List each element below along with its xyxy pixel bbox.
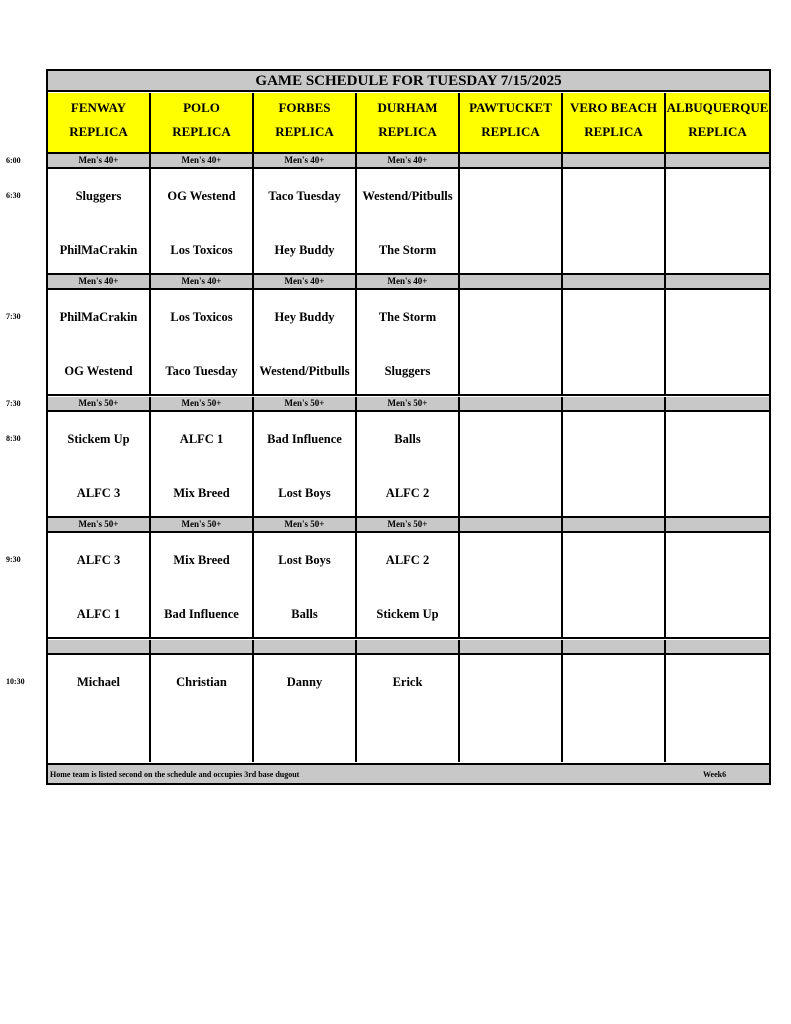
field-name: POLO (183, 100, 220, 115)
slot-time-bar: 7:30 (6, 399, 21, 408)
away-team: Balls (394, 432, 421, 446)
away-team: OG Westend (167, 189, 236, 203)
division-bar (254, 640, 357, 655)
game-cell (254, 290, 357, 396)
game-cell (563, 533, 666, 639)
division-bar: Men's 50+ (357, 397, 460, 412)
schedule-footer (48, 763, 769, 783)
division-bar (48, 640, 151, 655)
game-cell (151, 290, 254, 396)
home-team: Hey Buddy (274, 243, 335, 257)
away-team: Sluggers (75, 189, 122, 203)
home-team: Lost Boys (278, 486, 331, 500)
away-team: ALFC 3 (76, 553, 121, 567)
away-team: Christian (176, 675, 227, 689)
division-bar (563, 275, 666, 290)
field-subtitle: REPLICA (172, 124, 231, 139)
field-header (151, 93, 254, 154)
division-bar (563, 640, 666, 655)
away-team: ALFC 1 (179, 432, 224, 446)
field-header (460, 93, 563, 154)
game-cell (357, 412, 460, 518)
division-bar: Men's 40+ (357, 154, 460, 169)
away-team: ALFC 2 (385, 553, 430, 567)
division-bar (666, 275, 769, 290)
game-cell (151, 169, 254, 275)
division-bar (460, 640, 563, 655)
home-team: PhilMaCrakin (59, 243, 138, 257)
division-bar (563, 518, 666, 533)
game-cell (666, 655, 769, 762)
field-name: PAWTUCKET (469, 100, 552, 115)
away-team: PhilMaCrakin (59, 310, 138, 324)
game-cell (48, 412, 151, 518)
game-cell (151, 412, 254, 518)
away-team: Taco Tuesday (268, 189, 341, 203)
division-bar: Men's 50+ (151, 518, 254, 533)
division-bar: Men's 40+ (48, 275, 151, 290)
away-team: Bad Influence (267, 432, 342, 446)
slot-time: 7:30 (6, 312, 21, 321)
field-subtitle: REPLICA (688, 124, 747, 139)
game-cell (357, 290, 460, 396)
away-team: Erick (392, 675, 423, 689)
home-team: ALFC 3 (76, 486, 121, 500)
division-bar: Men's 50+ (357, 518, 460, 533)
home-team: The Storm (378, 243, 437, 257)
away-team: Westend/Pitbulls (362, 189, 453, 203)
division-bar: Men's 50+ (151, 397, 254, 412)
division-bar (666, 640, 769, 655)
slot-time: 6:30 (6, 191, 21, 200)
slot-time-bar: 6:00 (6, 156, 21, 165)
division-bar: Men's 40+ (254, 154, 357, 169)
game-cell (666, 169, 769, 275)
division-bar (460, 154, 563, 169)
slot-time: 9:30 (6, 555, 21, 564)
game-cell (460, 290, 563, 396)
game-cell (254, 655, 357, 762)
home-team: OG Westend (64, 364, 133, 378)
field-header (666, 93, 769, 154)
field-header (48, 93, 151, 154)
division-bar: Men's 50+ (254, 518, 357, 533)
division-bar: Men's 50+ (48, 518, 151, 533)
division-bar: Men's 40+ (254, 275, 357, 290)
game-cell (357, 533, 460, 639)
division-bar: Men's 40+ (357, 275, 460, 290)
away-team: The Storm (378, 310, 437, 324)
home-team: Mix Breed (173, 486, 230, 500)
field-subtitle: REPLICA (584, 124, 643, 139)
game-cell (151, 533, 254, 639)
game-cell (563, 655, 666, 762)
field-header (357, 93, 460, 154)
field-name: DURHAM (377, 100, 438, 115)
away-team: Los Toxicos (170, 310, 233, 324)
away-team: Mix Breed (173, 553, 230, 567)
game-cell (460, 412, 563, 518)
division-bar: Men's 50+ (254, 397, 357, 412)
game-cell (48, 169, 151, 275)
game-cell (254, 412, 357, 518)
division-bar: Men's 40+ (151, 154, 254, 169)
game-cell (460, 169, 563, 275)
game-cell (48, 655, 151, 762)
home-team: Balls (291, 607, 318, 621)
game-cell (357, 169, 460, 275)
game-cell (151, 655, 254, 762)
home-team: Taco Tuesday (165, 364, 238, 378)
away-team: Stickem Up (67, 432, 130, 446)
division-bar (151, 640, 254, 655)
game-cell (48, 533, 151, 639)
field-name: VERO BEACH (569, 100, 658, 115)
game-cell (460, 533, 563, 639)
game-cell (357, 655, 460, 762)
game-cell (254, 533, 357, 639)
game-cell (563, 412, 666, 518)
home-team: Westend/Pitbulls (259, 364, 350, 378)
game-cell (48, 290, 151, 396)
game-cell (563, 169, 666, 275)
game-cell (666, 290, 769, 396)
field-header (563, 93, 666, 154)
game-cell (666, 533, 769, 639)
field-name: FORBES (278, 100, 331, 115)
field-subtitle: REPLICA (275, 124, 334, 139)
home-team: Los Toxicos (170, 243, 233, 257)
home-team: Bad Influence (164, 607, 239, 621)
division-bar (460, 397, 563, 412)
field-name: ALBUQUERQUE (666, 100, 769, 115)
division-bar (357, 640, 460, 655)
home-team: ALFC 1 (76, 607, 121, 621)
home-team: Sluggers (384, 364, 431, 378)
away-team: Danny (286, 675, 323, 689)
schedule-title: GAME SCHEDULE FOR TUESDAY 7/15/2025 (48, 71, 769, 92)
game-cell (563, 290, 666, 396)
home-team: Stickem Up (376, 607, 439, 621)
division-bar (666, 154, 769, 169)
week-label: Week6 (703, 770, 727, 779)
field-subtitle: REPLICA (378, 124, 437, 139)
slot-time: 8:30 (6, 434, 21, 443)
home-team: ALFC 2 (385, 486, 430, 500)
away-team: Michael (76, 675, 121, 689)
game-cell (666, 412, 769, 518)
division-bar (460, 518, 563, 533)
field-subtitle: REPLICA (69, 124, 128, 139)
field-subtitle: REPLICA (481, 124, 540, 139)
away-team: Lost Boys (278, 553, 331, 567)
division-bar (666, 397, 769, 412)
away-team: Hey Buddy (274, 310, 335, 324)
division-bar (563, 154, 666, 169)
division-bar: Men's 50+ (48, 397, 151, 412)
slot-time: 10:30 (6, 677, 25, 686)
field-header (254, 93, 357, 154)
division-bar (460, 275, 563, 290)
division-bar: Men's 40+ (151, 275, 254, 290)
division-bar: Men's 40+ (48, 154, 151, 169)
game-cell (254, 169, 357, 275)
home-team-note: Home team is listed second on the schedule and occupies 3rd base dugout (50, 770, 300, 779)
division-bar (666, 518, 769, 533)
game-cell (460, 655, 563, 762)
field-name: FENWAY (70, 100, 127, 115)
division-bar (563, 397, 666, 412)
